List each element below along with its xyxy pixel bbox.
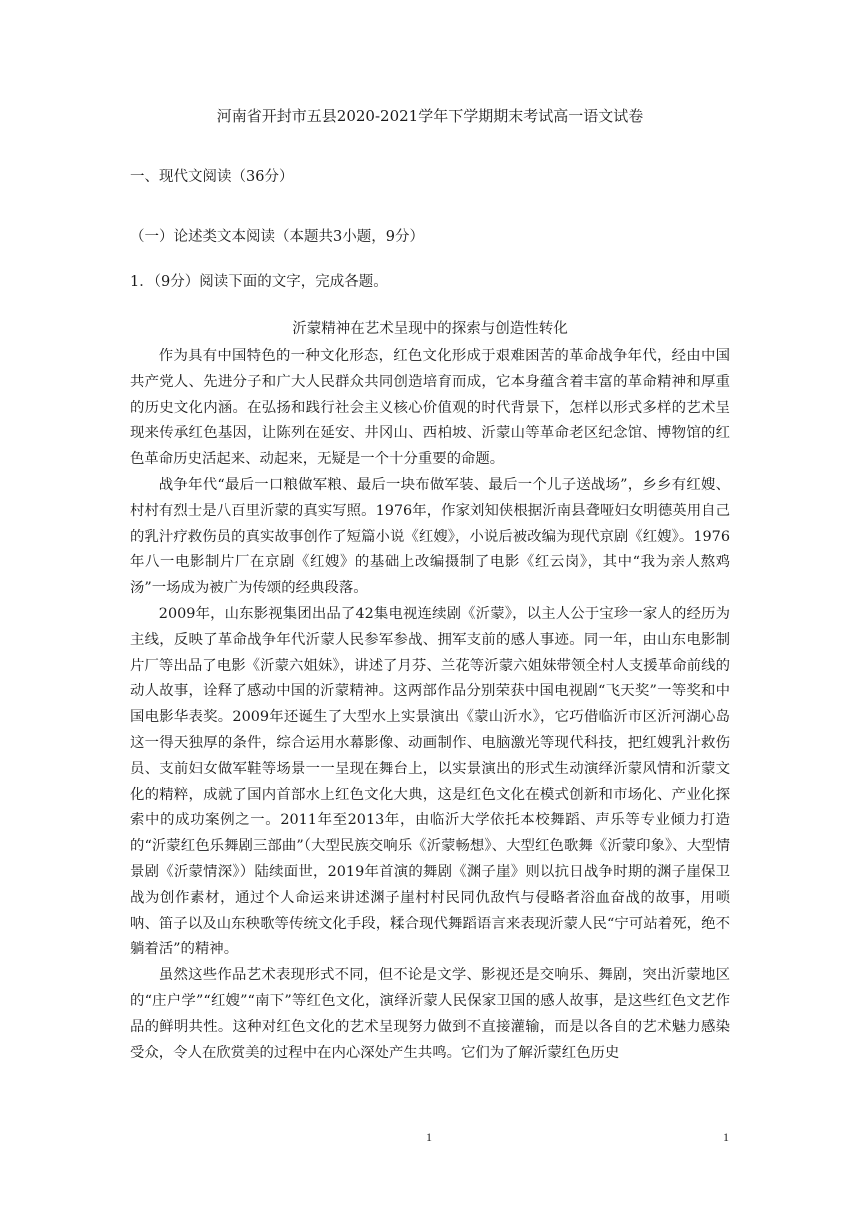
article-body <box>130 344 730 1066</box>
subsection-heading: （一）论述类文本阅读（本题共3小题，9分） <box>130 229 424 245</box>
paragraph: 虽然这些作品艺术表现形式不同，但不论是文学、影视还是交响乐、舞剧，突出沂蒙地区的“庄户学”“红嫂”“南下”等红色文化，演绎沂蒙人民保家卫国的感人故事，是这些红色文艺作品的鲜明共性。这种对红色文化的艺术呈现努力做到不直接灌输，而是以各自的艺术魅力感染受众，令人在欣赏美的过程中在内心深处产生共鸣。它们为了解沂蒙红色历史 <box>130 967 730 1061</box>
page-number: 1 <box>426 1130 432 1144</box>
section-heading: 一、现代文阅读（36分） <box>130 169 294 185</box>
article-title: 沂蒙精神在艺术呈现中的探索与创造性转化 <box>292 321 568 337</box>
paragraph: 战争年代“最后一口粮做军粮、最后一块布做军装、最后一个儿子送战场”，乡乡有红嫂、村村有烈士是八百里沂蒙的真实写照。1976年，作家刘知侠根据沂南县聋哑妇女明德英用自己的乳汁疗救伤员的真实故事创作了短篇小说《红嫂》，小说后被改编为现代京剧《红嫂》。1976年八一电影制片厂在京剧《红嫂》的基础上改编摄制了电影《红云岗》，其中“我为亲人熬鸡汤”一场成为被广为传颂的经典段落。 <box>130 476 730 597</box>
page-number-right: 1 <box>723 1130 729 1144</box>
question-prompt: 1．（9分）阅读下面的文字，完成各题。 <box>130 274 388 290</box>
paragraph: 2009年，山东影视集团出品了42集电视连续剧《沂蒙》，以主人公于宝珍一家人的经历为主线，反映了革命战争年代沂蒙人民参军参战、拥军支前的感人事迹。同一年，由山东电影制片厂等出品了电影《沂蒙六姐妹》，讲述了月芬、兰花等沂蒙六姐妹带领全村人支援革命前线的动人故事，诠释了感动中国的沂蒙精神。这两部作品分别荣获中国电视剧“飞天奖”一等奖和中国电影华表奖。2009年还诞生了大型水上实景演出《蒙山沂水》，它巧借临沂市区沂河湖心岛这一得天独厚的条件，综合运用水幕影像、动画制作、电脑激光等现代科技，把红嫂乳汁救伤员、支前妇女做军鞋等场景一一呈现在舞台上，以实景演出的形式生动演绎沂蒙风情和沂蒙文化的精粹，成就了国内首部水上红色文化大典，这是红色文化在模式创新和市场化、产业化探索中的成功案例之一。2011年至2013年，由临沂大学依托本校舞蹈、声乐等专业倾力打造的“沂蒙红色乐舞剧三部曲”（大型民族交响乐《沂蒙畅想》、大型红色歌舞《沂蒙印象》、大型情景剧《沂蒙情深》）陆续面世，2019年首演的舞剧《渊子崖》则以抗日战争时期的渊子崖保卫战为创作素材，通过个人命运来讲述渊子崖村村民同仇敌忾与侵略者浴血奋战的故事，用唢呐、笛子以及山东秧歌等传统文化手段，糅合现代舞蹈语言来表现沂蒙人民“宁可站着死，绝不躺着活”的精神。 <box>130 605 730 958</box>
exam-title: 河南省开封市五县2020-2021学年下学期期末考试高一语文试卷 <box>216 107 644 125</box>
paragraph: 作为具有中国特色的一种文化形态，红色文化形成于艰难困苦的革命战争年代，经由中国共产党人、先进分子和广大人民群众共同创造培育而成，它本身蕴含着丰富的革命精神和厚重的历史文化内涵。在弘扬和践行社会主义核心价值观的时代背景下，怎样以形式多样的艺术呈现来传承红色基因，让陈列在延安、井冈山、西柏坡、沂蒙山等革命老区纪念馆、博物馆的红色革命历史活起来、动起来，无疑是一个十分重要的命题。 <box>130 348 730 468</box>
